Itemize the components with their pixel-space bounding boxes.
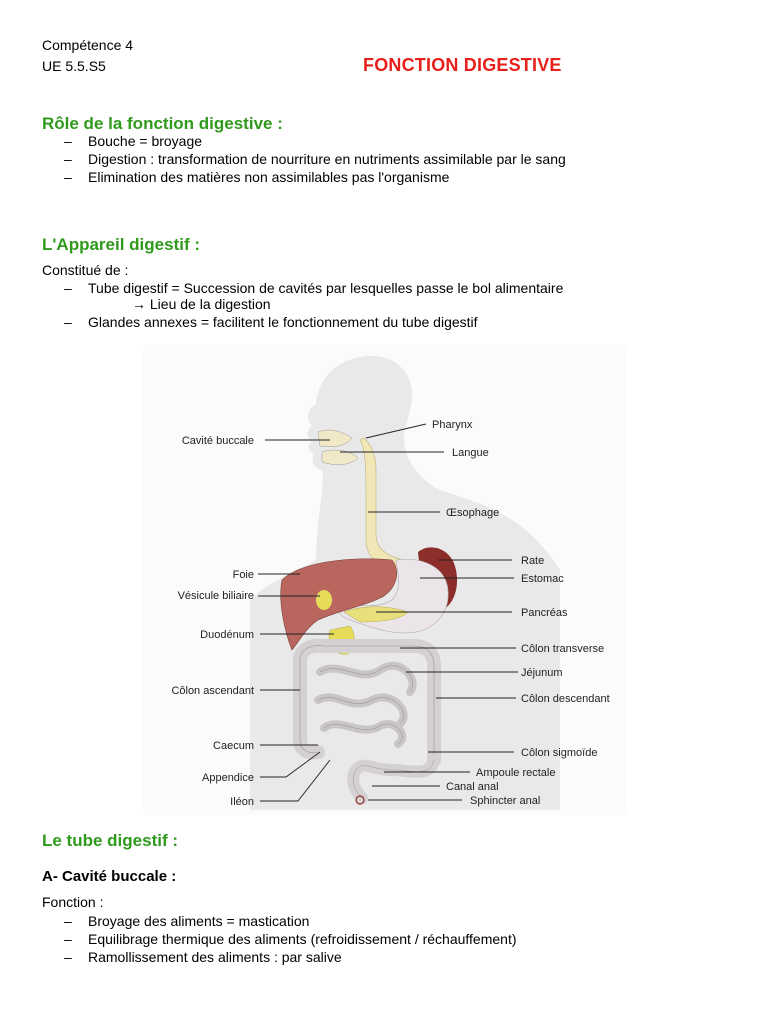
list-item: – Glandes annexes = facilitent le fonctionnement du tube digestif [42,313,478,331]
list-item: – Bouche = broyage [42,132,566,150]
list-item: – Broyage des aliments = mastication [42,912,517,930]
label-colon-transverse: Côlon transverse [521,643,605,655]
label-caecum: Caecum [213,740,254,752]
list-item: – Equilibrage thermique des aliments (refroidissement / réchauffement) [42,930,517,948]
label-oesophage: Œsophage [446,507,500,519]
list-item: – Digestion : transformation de nourriture en nutriments assimilable par le sang [42,150,566,168]
fonction-list [42,912,517,966]
label-langue: Langue [452,447,489,459]
label-colon-sigmoide: Côlon sigmoïde [521,747,598,759]
label-sphincter-anal: Sphincter anal [470,795,541,807]
label-jejunum: Jéjunum [521,667,563,679]
digestive-system-diagram [143,345,627,815]
label-colon-ascendant: Côlon ascendant [171,685,254,697]
appareil-sub-item: → Lieu de la digestion [132,296,271,312]
label-cavite-buccale: Cavité buccale [181,435,254,447]
label-canal-anal: Canal anal [446,781,499,793]
label-rate: Rate [521,555,545,567]
ue-label: UE 5.5.S5 [42,58,106,74]
page-title: FONCTION DIGESTIVE [363,55,562,75]
label-foie: Foie [232,569,254,581]
tube-heading: Le tube digestif : [42,831,178,850]
role-heading: Rôle de la fonction digestive : [42,114,283,133]
label-ileon: Iléon [230,796,254,808]
list-item: – Tube digestif = Succession de cavités par lesquelles passe le bol alimentaire [42,279,563,297]
label-estomac: Estomac [521,573,564,585]
competence-label: Compétence 4 [42,37,134,53]
label-ampoule-rectale: Ampoule rectale [476,767,556,779]
label-pancreas: Pancréas [521,607,568,619]
label-colon-descendant: Côlon descendant [521,693,610,705]
role-list [42,132,566,186]
fonction-intro: Fonction : [42,894,104,910]
cavite-buccale-heading: A- Cavité buccale : [42,868,177,885]
gallbladder-shape [316,590,332,610]
label-pharynx: Pharynx [432,419,473,431]
appareil-intro: Constitué de : [42,262,129,278]
list-item: – Elimination des matières non assimilables pas l'organisme [42,168,566,186]
appareil-list [42,279,563,297]
label-duodenum: Duodénum [200,629,254,641]
label-appendice: Appendice [202,772,254,784]
appareil-list-2 [42,313,478,331]
list-item: – Ramollissement des aliments : par salive [42,948,517,966]
label-vesicule-biliaire: Vésicule biliaire [177,590,254,602]
appareil-heading: L'Appareil digestif : [42,235,200,254]
